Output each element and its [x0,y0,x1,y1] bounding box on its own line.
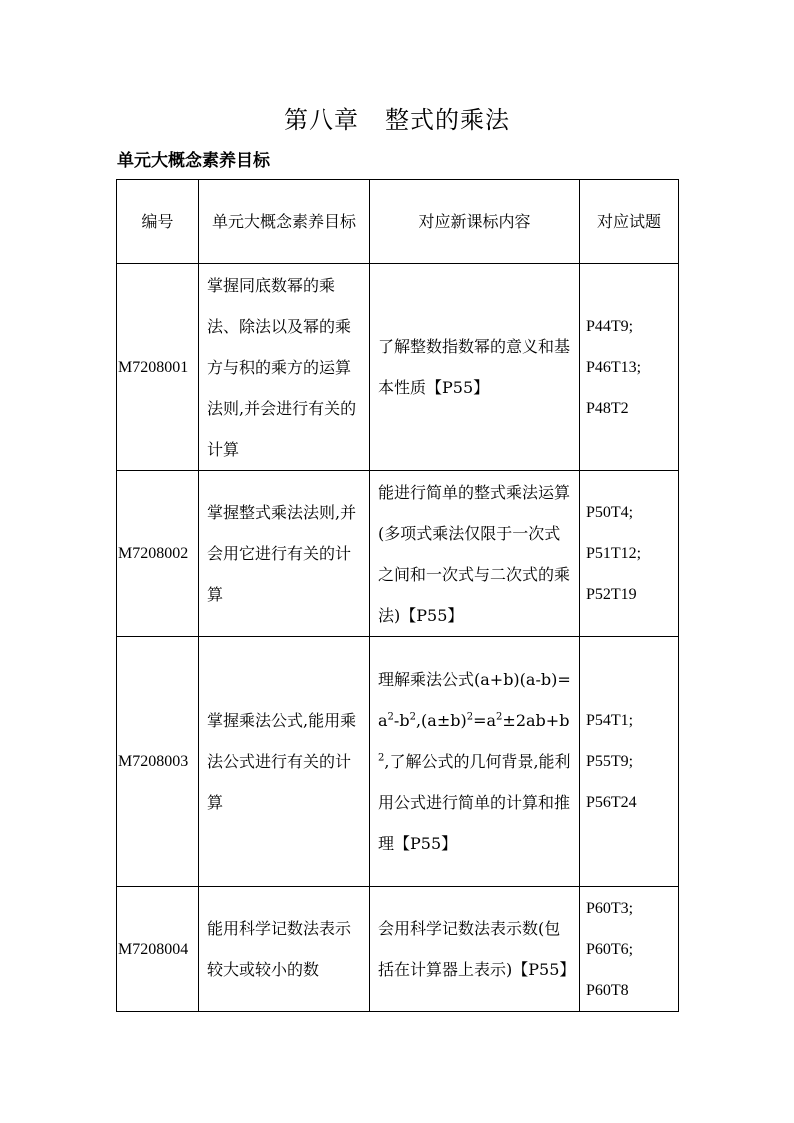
page-title [0,100,794,135]
test-item: P54T1; [586,712,634,729]
row-content: 了解整数指数幂的意义和基本性质【P55】 [370,264,580,471]
test-item: P55T9; [586,753,634,770]
row-tests [580,471,679,637]
table-row [117,264,679,471]
title-chapter: 第八章 [284,106,359,134]
test-item: P51T12; [586,545,642,562]
header-tests: 对应试题 [580,180,679,264]
row-content: 能进行简单的整式乘法运算(多项式乘法仅限于一次式之间和一次式与二次式的乘法)【P55】 [370,471,580,637]
goals-table [116,179,679,1012]
row-goal: 掌握同底数幂的乘法、除法以及幂的乘方与积的乘方的运算法则,并会进行有关的计算 [199,264,370,471]
test-item: P48T2 [586,399,629,417]
row-goal: 掌握乘法公式,能用乘法公式进行有关的计算 [199,637,370,887]
row-code: M7208003 [117,637,199,887]
row-tests [580,887,679,1012]
title-topic: 整式的乘法 [385,106,510,134]
row-tests [580,637,679,887]
test-item: P56T24 [586,794,637,811]
row-code: M7208002 [117,471,199,637]
table-row [117,471,679,637]
test-item: P46T13; [586,358,642,376]
header-goal: 单元大概念素养目标 [199,180,370,264]
test-item: P60T3; [586,899,634,917]
test-item: P60T6; [586,940,634,958]
table-row [117,887,679,1012]
row-content: 理解乘法公式$(a+b)(a-b)=a^2-b^2,(a\pm b)^2=a^2\pm 2ab+b^2$,了解公式的几何背景,能利用公式进行简单的计算和推理【P55】 [370,637,580,887]
row-tests [580,264,679,471]
row-goal: 能用科学记数法表示较大或较小的数 [199,887,370,1012]
row-code: M7208001 [117,264,199,471]
row-goal: 掌握整式乘法法则,并会用它进行有关的计算 [199,471,370,637]
row-content: 会用科学记数法表示数(包括在计算器上表示)【P55】 [370,887,580,1012]
row-code: M7208004 [117,887,199,1012]
test-item: P50T4; [586,504,634,521]
test-item: P52T19 [586,586,637,603]
table-header-row [117,180,679,264]
test-item: P60T8 [586,981,629,999]
header-code: 编号 [117,180,199,264]
header-content: 对应新课标内容 [370,180,580,264]
section-heading: 单元大概念素养目标 [117,151,270,171]
test-item: P44T9; [586,317,634,335]
table-row [117,637,679,887]
